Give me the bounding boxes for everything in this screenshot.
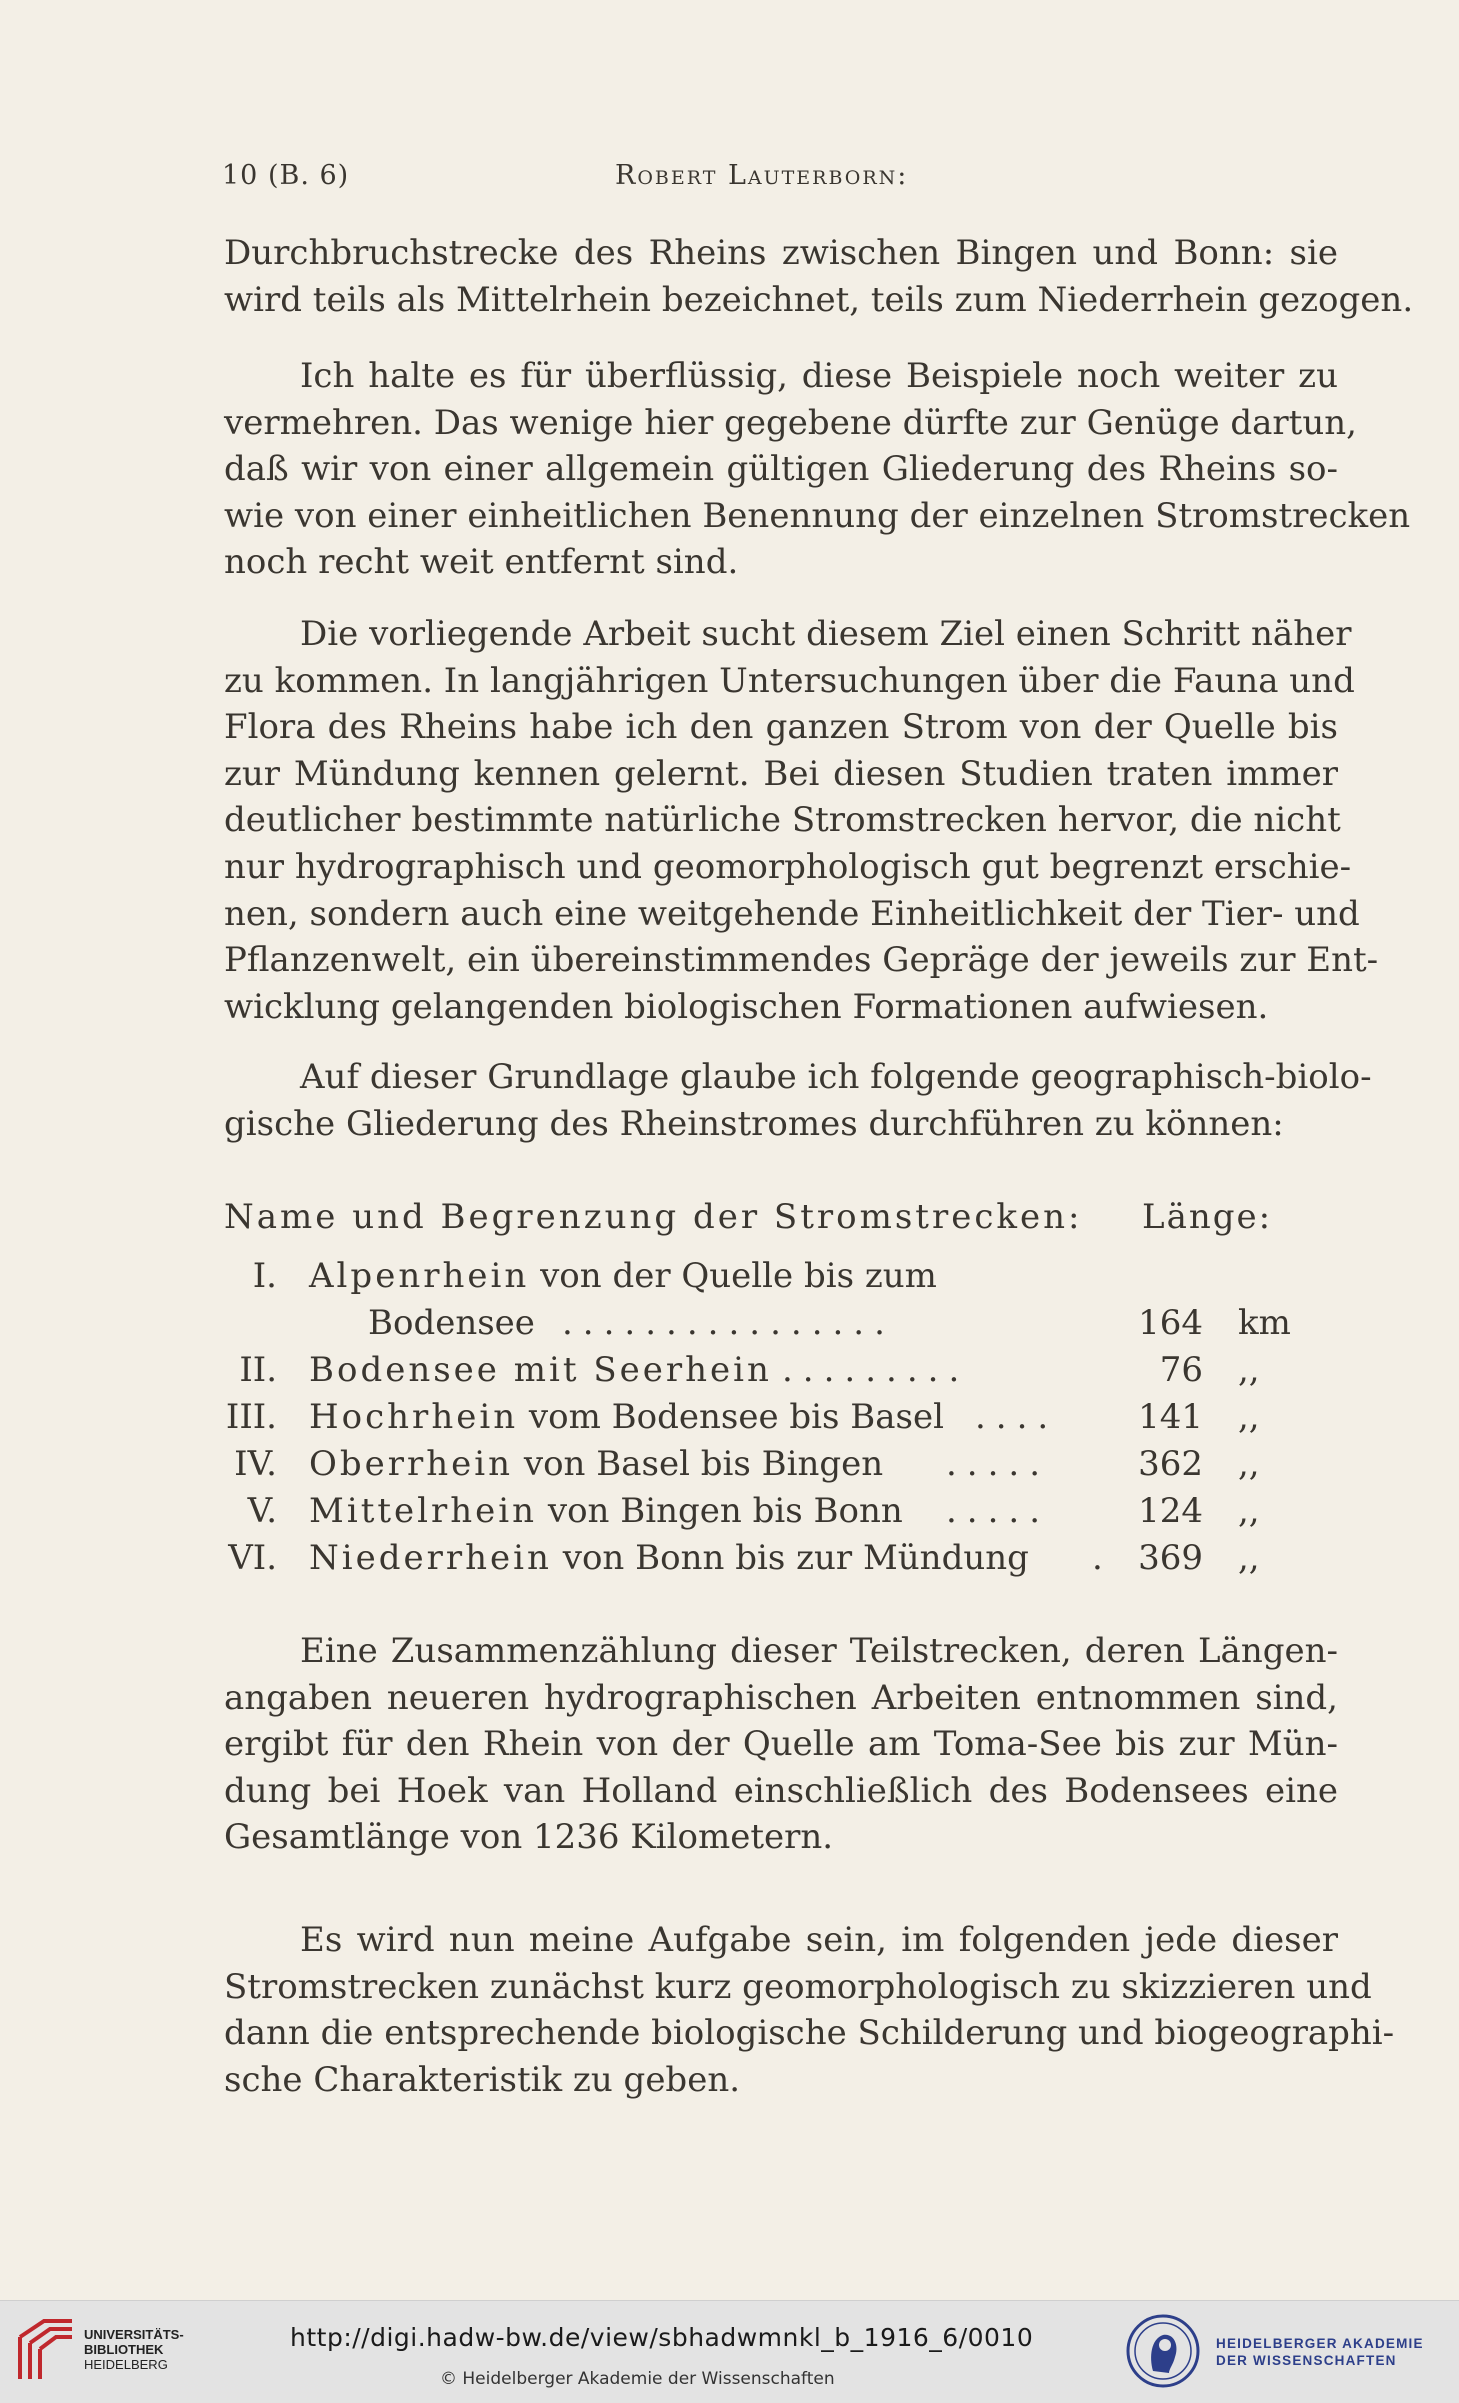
row-unit: ,, [1238,1491,1260,1531]
table-header-length: Länge: [1142,1197,1273,1237]
academy-seal-icon [1125,2313,1201,2389]
text-line: gische Gliederung des Rheinstromes durchführen zu können: [224,1103,1284,1144]
text-line: Eine Zusammenzählung dieser Teilstrecken, deren Längen- [300,1631,1338,1671]
text-line: wird teils als Mittelrhein bezeichnet, teils zum Niederrhein gezogen. [224,279,1414,320]
text-line: vermehren. Das wenige hier gegebene dürfte zur Genüge dartun, [224,402,1357,443]
text-line: ergibt für den Rhein von der Quelle am Toma-See bis zur Mün- [224,1724,1338,1765]
text-line: zur Mündung kennen gelernt. Bei diesen Studien traten immer [224,753,1338,794]
leader-dots: . [1092,1538,1113,1578]
table-row [0,1491,1459,1538]
row-name: Hochrhein vom Bodensee bis Basel [309,1397,944,1437]
text-line: nur hydrographisch und geomorphologisch gut begrenzt erschie- [224,846,1352,887]
row-name: Niederrhein von Bonn bis zur Mündung [309,1538,1029,1578]
row-name: Bodensee mit Seerhein [309,1350,772,1390]
text-line: sche Charakteristik zu geben. [224,2059,741,2100]
text-line: wicklung gelangenden biologischen Formationen aufwiesen. [224,986,1269,1027]
copyright-notice: © Heidelberger Akademie der Wissenschaften [440,2369,835,2389]
text-line: noch recht weit entfernt sind. [224,542,739,583]
row-number: I. [252,1256,277,1296]
text-line: dann die entsprechende biologische Schilderung und biogeographi- [224,2013,1395,2054]
leader-dots: ................ [562,1303,895,1343]
text-line: Die vorliegende Arbeit sucht diesem Ziel einen Schritt näher [300,614,1352,654]
running-title: Robert Lauterborn: [615,160,909,191]
text-line: Pflanzenwelt, ein übereinstimmendes Gepräge der jeweils zur Ent- [224,940,1379,981]
row-unit: ,, [1238,1444,1260,1484]
paragraph-5 [224,1628,1338,1861]
paragraph-1 [224,230,1414,323]
row-number: IV. [234,1444,277,1484]
row-name: Alpenrhein von der Quelle bis zum [309,1256,937,1296]
row-length: 369 [1138,1538,1203,1578]
row-number: II. [239,1350,277,1390]
leader-dots: .... [975,1397,1059,1437]
row-number: III. [225,1397,277,1437]
text-line: wie von einer einheitlichen Benennung der einzelnen Stromstrecken [224,495,1411,536]
table-row [0,1256,1459,1303]
ub-heidelberg-logo-icon [14,2315,78,2385]
table-row [0,1397,1459,1444]
row-length: 164 [1138,1303,1203,1343]
row-unit: ,, [1238,1538,1260,1578]
leader-dots: ......... [782,1350,970,1390]
text-line: Gesamtlänge von 1236 Kilometern. [224,1817,834,1858]
text-line: dung bei Hoek van Holland einschließlich des Bodensees eine [224,1770,1338,1811]
text-line: daß wir von einer allgemein gültigen Gliederung des Rheins so- [224,449,1338,490]
row-unit: ,, [1238,1397,1260,1437]
row-number: VI. [228,1538,277,1578]
viewer-footer [0,2300,1459,2403]
running-header [222,160,1222,200]
ub-heidelberg-logo-text: UNIVERSITÄTS- BIBLIOTHEK HEIDELBERG [84,2327,184,2372]
table-row [0,1303,1459,1350]
row-unit: km [1238,1303,1291,1343]
row-number: V. [247,1491,277,1531]
row-length: 362 [1138,1444,1203,1484]
paragraph-3 [224,611,1379,1030]
text-line: zu kommen. In langjährigen Untersuchungen über die Fauna und [224,660,1355,701]
text-line: Flora des Rheins habe ich den ganzen Strom von der Quelle bis [224,707,1338,748]
row-name-continuation: Bodensee [368,1303,535,1343]
text-line: Auf dieser Grundlage glaube ich folgende geographisch-biolo- [300,1057,1372,1097]
table-row [0,1538,1459,1585]
paragraph-2 [224,353,1411,586]
page-number: 10 (B. 6) [222,160,350,191]
text-line: nen, sondern auch eine weitgehende Einheitlichkeit der Tier- und [224,893,1360,934]
table-row [0,1350,1459,1397]
row-unit: ,, [1238,1350,1260,1390]
text-line: Ich halte es für überflüssig, diese Beispiele noch weiter zu [300,356,1338,396]
leader-dots: ..... [946,1491,1051,1531]
text-line: angaben neueren hydrographischen Arbeiten entnommen sind, [224,1677,1338,1718]
table-header [224,1197,1284,1237]
leader-dots: ..... [946,1444,1051,1484]
row-length: 76 [1159,1350,1203,1390]
row-name: Oberrhein von Basel bis Bingen [309,1444,884,1484]
paragraph-4 [224,1054,1372,1147]
text-line: Durchbruchstrecke des Rheins zwischen Bingen und Bonn: sie [224,233,1338,273]
academy-logo-text: HEIDELBERGER AKADEMIE DER WISSENSCHAFTEN [1216,2336,1424,2368]
row-name: Mittelrhein von Bingen bis Bonn [309,1491,903,1531]
text-line: Es wird nun meine Aufgabe sein, im folgenden jede dieser [300,1920,1338,1960]
row-length: 141 [1138,1397,1203,1437]
text-line: Stromstrecken zunächst kurz geomorphologisch zu skizzieren und [224,1966,1372,2007]
row-length: 124 [1138,1491,1203,1531]
table-row [0,1444,1459,1491]
table-header-name: Name und Begrenzung der Stromstrecken: [224,1197,1083,1237]
permalink-url[interactable]: http://digi.hadw-bw.de/view/sbhadwmnkl_b_1916_6/0010 [290,2323,1034,2352]
text-line: deutlicher bestimmte natürliche Stromstrecken hervor, die nicht [224,800,1341,841]
paragraph-6 [224,1917,1395,2103]
